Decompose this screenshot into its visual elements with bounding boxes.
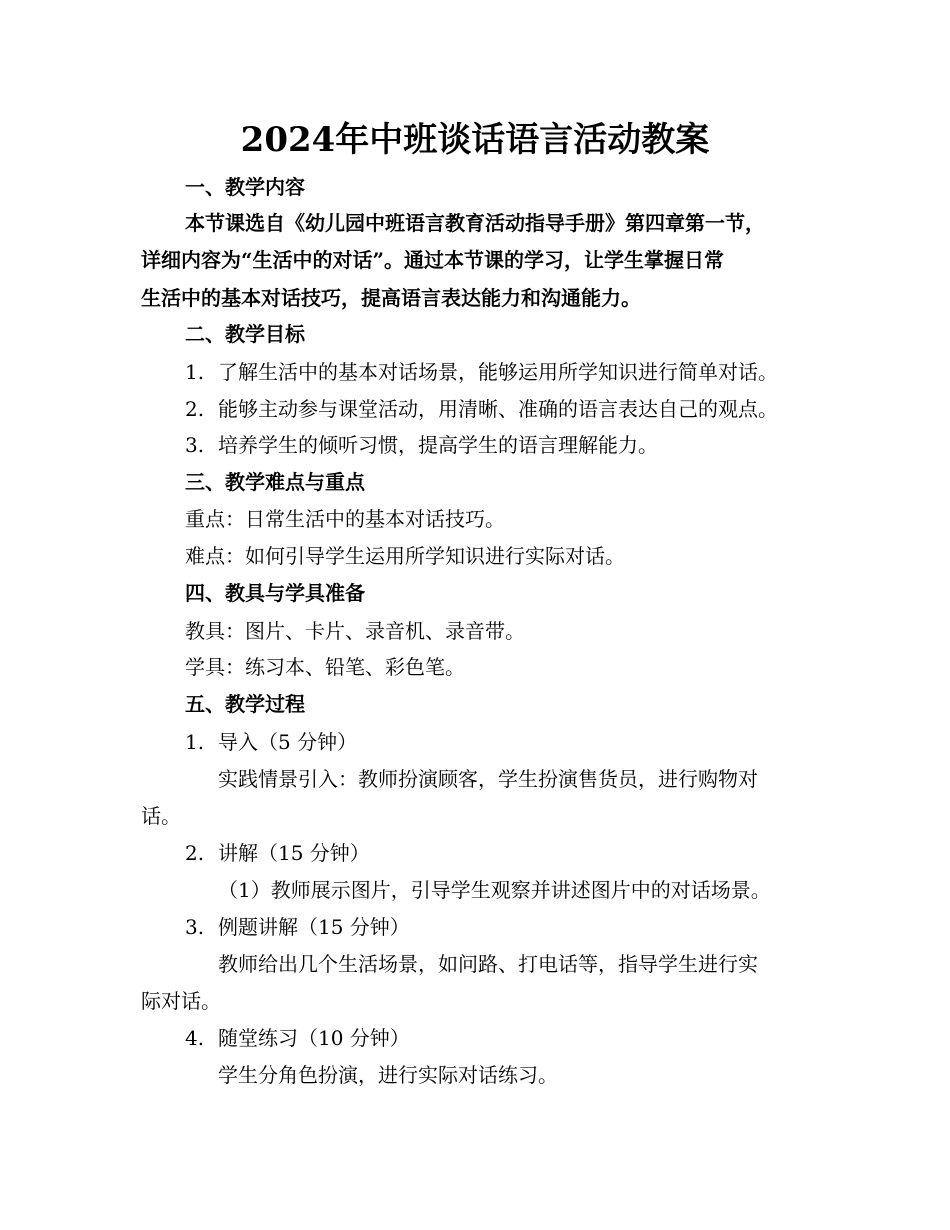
step-body-line: 际对话。 (141, 989, 221, 1013)
document-title: 2024年中班谈话语言活动教案 (240, 120, 710, 160)
process-step-title (185, 840, 370, 866)
objective-number: 2. (185, 397, 205, 421)
section-1-paragraph-line-1: 本节课选自《幼儿园中班语言教育活动指导手册》第四章第一节， (185, 211, 765, 235)
step-title-text: 随堂练习（10 分钟） (218, 1026, 410, 1050)
section-heading-3: 三、教学难点与重点 (185, 470, 365, 494)
step-number: 2. (185, 841, 205, 865)
objective-item (185, 432, 658, 458)
step-number: 1. (185, 730, 205, 754)
objective-number: 1. (185, 360, 205, 384)
student-tools-text: 学具：练习本、铅笔、彩色笔。 (185, 655, 465, 679)
objective-number: 3. (185, 433, 205, 457)
key-point-text: 重点：日常生活中的基本对话技巧。 (185, 507, 505, 531)
step-title-text: 例题讲解（15 分钟） (218, 915, 410, 939)
objective-text: 能够主动参与课堂活动，用清晰、准确的语言表达自己的观点。 (218, 397, 778, 421)
step-number: 4. (185, 1026, 205, 1050)
step-title-text: 导入（5 分钟） (218, 730, 358, 754)
section-heading-1: 一、教学内容 (185, 175, 305, 199)
step-body-line: （1）教师展示图片，引导学生观察并讲述图片中的对话场景。 (218, 878, 771, 902)
section-1-paragraph-line-3: 生活中的基本对话技巧，提高语言表达能力和沟通能力。 (141, 286, 641, 310)
step-body-line: 教师给出几个生活场景，如问路、打电话等，指导学生进行实 (218, 952, 758, 976)
process-step-title (185, 729, 357, 755)
step-body-line: 实践情景引入：教师扮演顾客，学生扮演售货员，进行购物对 (218, 767, 758, 791)
objective-text: 了解生活中的基本对话场景，能够运用所学知识进行简单对话。 (218, 360, 778, 384)
teacher-tools-text: 教具：图片、卡片、录音机、录音带。 (185, 619, 525, 643)
step-title-text: 讲解（15 分钟） (218, 841, 370, 865)
objective-item (185, 359, 778, 385)
section-heading-2: 二、教学目标 (185, 322, 305, 346)
objective-item (185, 396, 778, 422)
difficulty-text: 难点：如何引导学生运用所学知识进行实际对话。 (185, 544, 625, 568)
process-step-title (185, 914, 410, 940)
section-heading-5: 五、教学过程 (185, 692, 305, 716)
step-body-line: 学生分角色扮演，进行实际对话练习。 (218, 1063, 558, 1087)
section-1-paragraph-line-2: 详细内容为“生活中的对话”。通过本节课的学习，让学生掌握日常 (141, 248, 725, 272)
section-heading-4: 四、教具与学具准备 (185, 581, 365, 605)
objective-text: 培养学生的倾听习惯，提高学生的语言理解能力。 (218, 433, 658, 457)
process-step-title (185, 1025, 410, 1051)
step-body-line: 话。 (141, 804, 181, 828)
step-number: 3. (185, 915, 205, 939)
